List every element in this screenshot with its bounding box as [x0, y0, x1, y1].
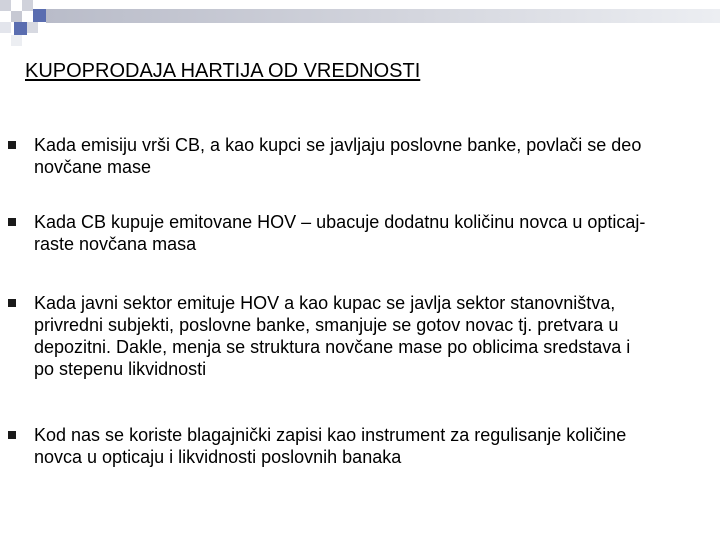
square-bullet-icon — [8, 141, 16, 149]
checker-square — [11, 0, 22, 11]
checker-square — [22, 0, 33, 11]
bullet-text: Kod nas se koriste blagajnički zapisi kao instrument za regulisanje količine novca u opticaju i likvidnosti poslovnih banaka — [34, 425, 627, 467]
bullet-text: Kada emisiju vrši CB, a kao kupci se javljaju poslovne banke, povlači se deo novčane mase — [34, 135, 642, 177]
square-bullet-icon — [8, 218, 16, 226]
slide-title: KUPOPRODAJA HARTIJA OD VREDNOSTI — [25, 60, 421, 82]
checker-square — [27, 22, 38, 33]
decorative-header-band — [0, 0, 720, 48]
checker-square — [11, 35, 22, 46]
checker-square — [0, 11, 11, 22]
bullet-text: Kada CB kupuje emitovane HOV – ubacuje dodatnu količinu novca u opticaj- raste novčana masa — [34, 212, 646, 254]
checker-square — [0, 22, 11, 33]
checker-square-blue — [33, 9, 46, 22]
checker-square — [0, 0, 11, 11]
bullet-text: Kada javni sektor emituje HOV a kao kupac se javlja sektor stanovništva, privredni subjekti, poslovne banke, smanjuje se gotov novac tj. pretvara u depozitni. Dakle, menja se struktura novčane mase po oblicima sredstava i po stepenu likvidnosti — [34, 293, 631, 379]
header-band-bar — [46, 9, 720, 23]
checker-square-blue — [14, 22, 27, 35]
checker-square — [22, 11, 33, 22]
checker-square — [11, 11, 22, 22]
square-bullet-icon — [8, 299, 16, 307]
square-bullet-icon — [8, 431, 16, 439]
